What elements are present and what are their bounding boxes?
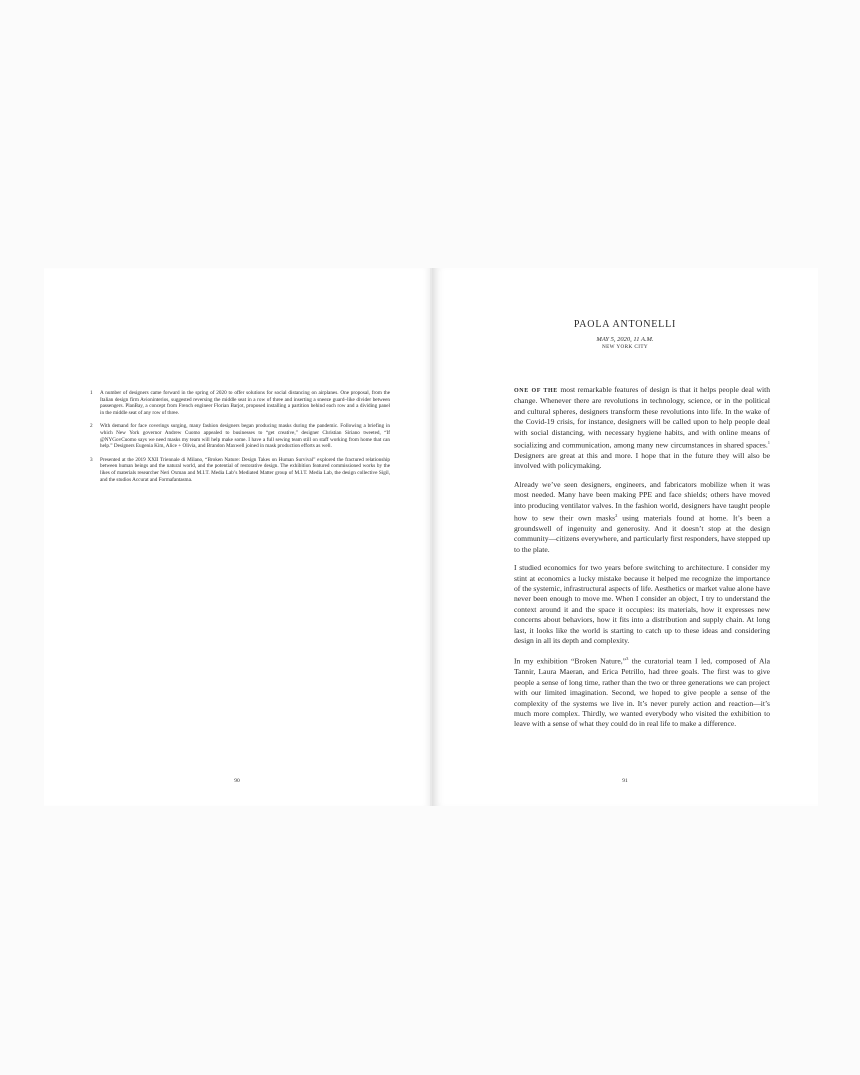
note-ref: 3 [626, 656, 629, 662]
paragraph-text: Already we’ve seen designers, engineers, and fabricators mobilize when it was most needed. Many have been making PPE and face shields; others have moved into producing ventilator valves. In the fashion world, designers have taught people how to sew their own masks [514, 479, 770, 523]
endnote-text: With demand for face coverings surging, many fashion designers began producing masks during the pandemic. Following a briefing in which New York governor Andrew Cuomo appealed to businesses to “get creative,” designer Christian Siriano tweeted, “If @NYGovCuomo says we need masks my team will help make some. I have a full sewing team still on staff working from home that can help.” Designers Eugenia Kim, Alice + Olivia, and Brandon Maxwell joined in mask production efforts as well. [100, 423, 390, 450]
paragraph [514, 385, 770, 472]
paragraph [514, 563, 770, 646]
paragraph [514, 480, 770, 555]
body-text [514, 385, 770, 738]
endnote [90, 457, 390, 483]
note-ref: 1 [767, 440, 770, 446]
page-number-left: 90 [234, 778, 240, 784]
author-name: PAOLA ANTONELLI [573, 319, 677, 330]
left-page [44, 268, 430, 806]
endnote-text: Presented at the 2019 XXII Triennale di Milano, “Broken Nature: Design Takes on Human Survival” explored the fractured relationship between human beings and the natural world, and the potential of restorative design. The exhibition featured commissioned works by the likes of materials researcher Neri Oxman and M.I.T. Media Lab’s Mediated Matter group of M.I.T. Media Lab, the design collective Sigil, and the studios Accurat and Formafantasma. [100, 456, 390, 483]
paragraph-text: using materials found at home. It’s been a groundswell of ingenuity and generosity. And it doesn’t stop at the design community—citizens everywhere, and particularly first responders, have stepped up to the plate. [514, 513, 770, 554]
lead-in-smallcaps: ONE OF THE [514, 388, 558, 394]
endnote [90, 423, 390, 449]
endnote-text: A number of designers came forward in the spring of 2020 to offer solutions for social distancing on airplanes. One proposal, from the Italian design firm Avioninterios, suggested reversing the middle seat in a row of three and inserting a sneeze guard–like divider between passengers. PlanBay, a concept from French engineer Florian Barjot, proposed installing a partition behind each row and a dividing panel in the middle seat of any row of three. [100, 390, 390, 416]
page-number-right: 91 [622, 778, 628, 784]
paragraph [514, 654, 770, 729]
endnotes [90, 390, 390, 490]
chapter-header [432, 319, 818, 351]
paragraph-text: Designers are great at this and more. I hope that in the future they will also be involved with policymaking. [514, 450, 770, 471]
endnote-number: 3 [90, 456, 93, 463]
location: NEW YORK CITY [601, 344, 649, 350]
right-page [432, 268, 818, 806]
endnote [90, 390, 390, 416]
paragraph-text: I studied economics for two years before switching to architecture. I consider my stint at economics a lucky mistake because it helped me recognize the importance of the systemic, infrastructural aspects of life. Aesthetics or market value alone have never been enough to move me. When I consider an object, I try to understand the context around it and the space it occupies: its materials, how it expresses new concerns about behaviors, how it fits into a distribution and supply chain. At long last, it looks like the world is starting to catch up to these ideas and considering design in all its depth and complexity. [514, 563, 770, 645]
note-ref: 2 [615, 513, 618, 518]
paragraph-text: In my exhibition “Broken Nature,” [514, 656, 627, 666]
dateline: MAY 5, 2020, 11 A.M. [596, 336, 654, 343]
endnote-number: 2 [90, 423, 93, 430]
paragraph-text: most remarkable features of design is that it helps people deal with change. Whenever there are revolutions in technology, science, or in the political and cultural spheres, designers transform these revolutions into life. In the wake of the Covid-19 crisis, for instance, designers will be called upon to help people deal with social distancing, with necessary hygiene habits, and with online means of socializing and communication, among many new circumstances in shared spaces. [514, 385, 770, 450]
endnote-number: 1 [90, 390, 93, 396]
paragraph-text: the curatorial team I led, composed of Ala Tannir, Laura Maeran, and Erica Petrillo, had three goals. The first was to give people a sense of long time, rather than the two or three generations we can project with our limited imagination. Second, we hoped to give people a sense of the complexity of the systems we live in. It’s never purely action and reaction—it’s much more complex. Thirdly, we wanted everybody who visited the exhibition to leave with a sense of what they could do in real life to make a difference. [514, 656, 770, 729]
